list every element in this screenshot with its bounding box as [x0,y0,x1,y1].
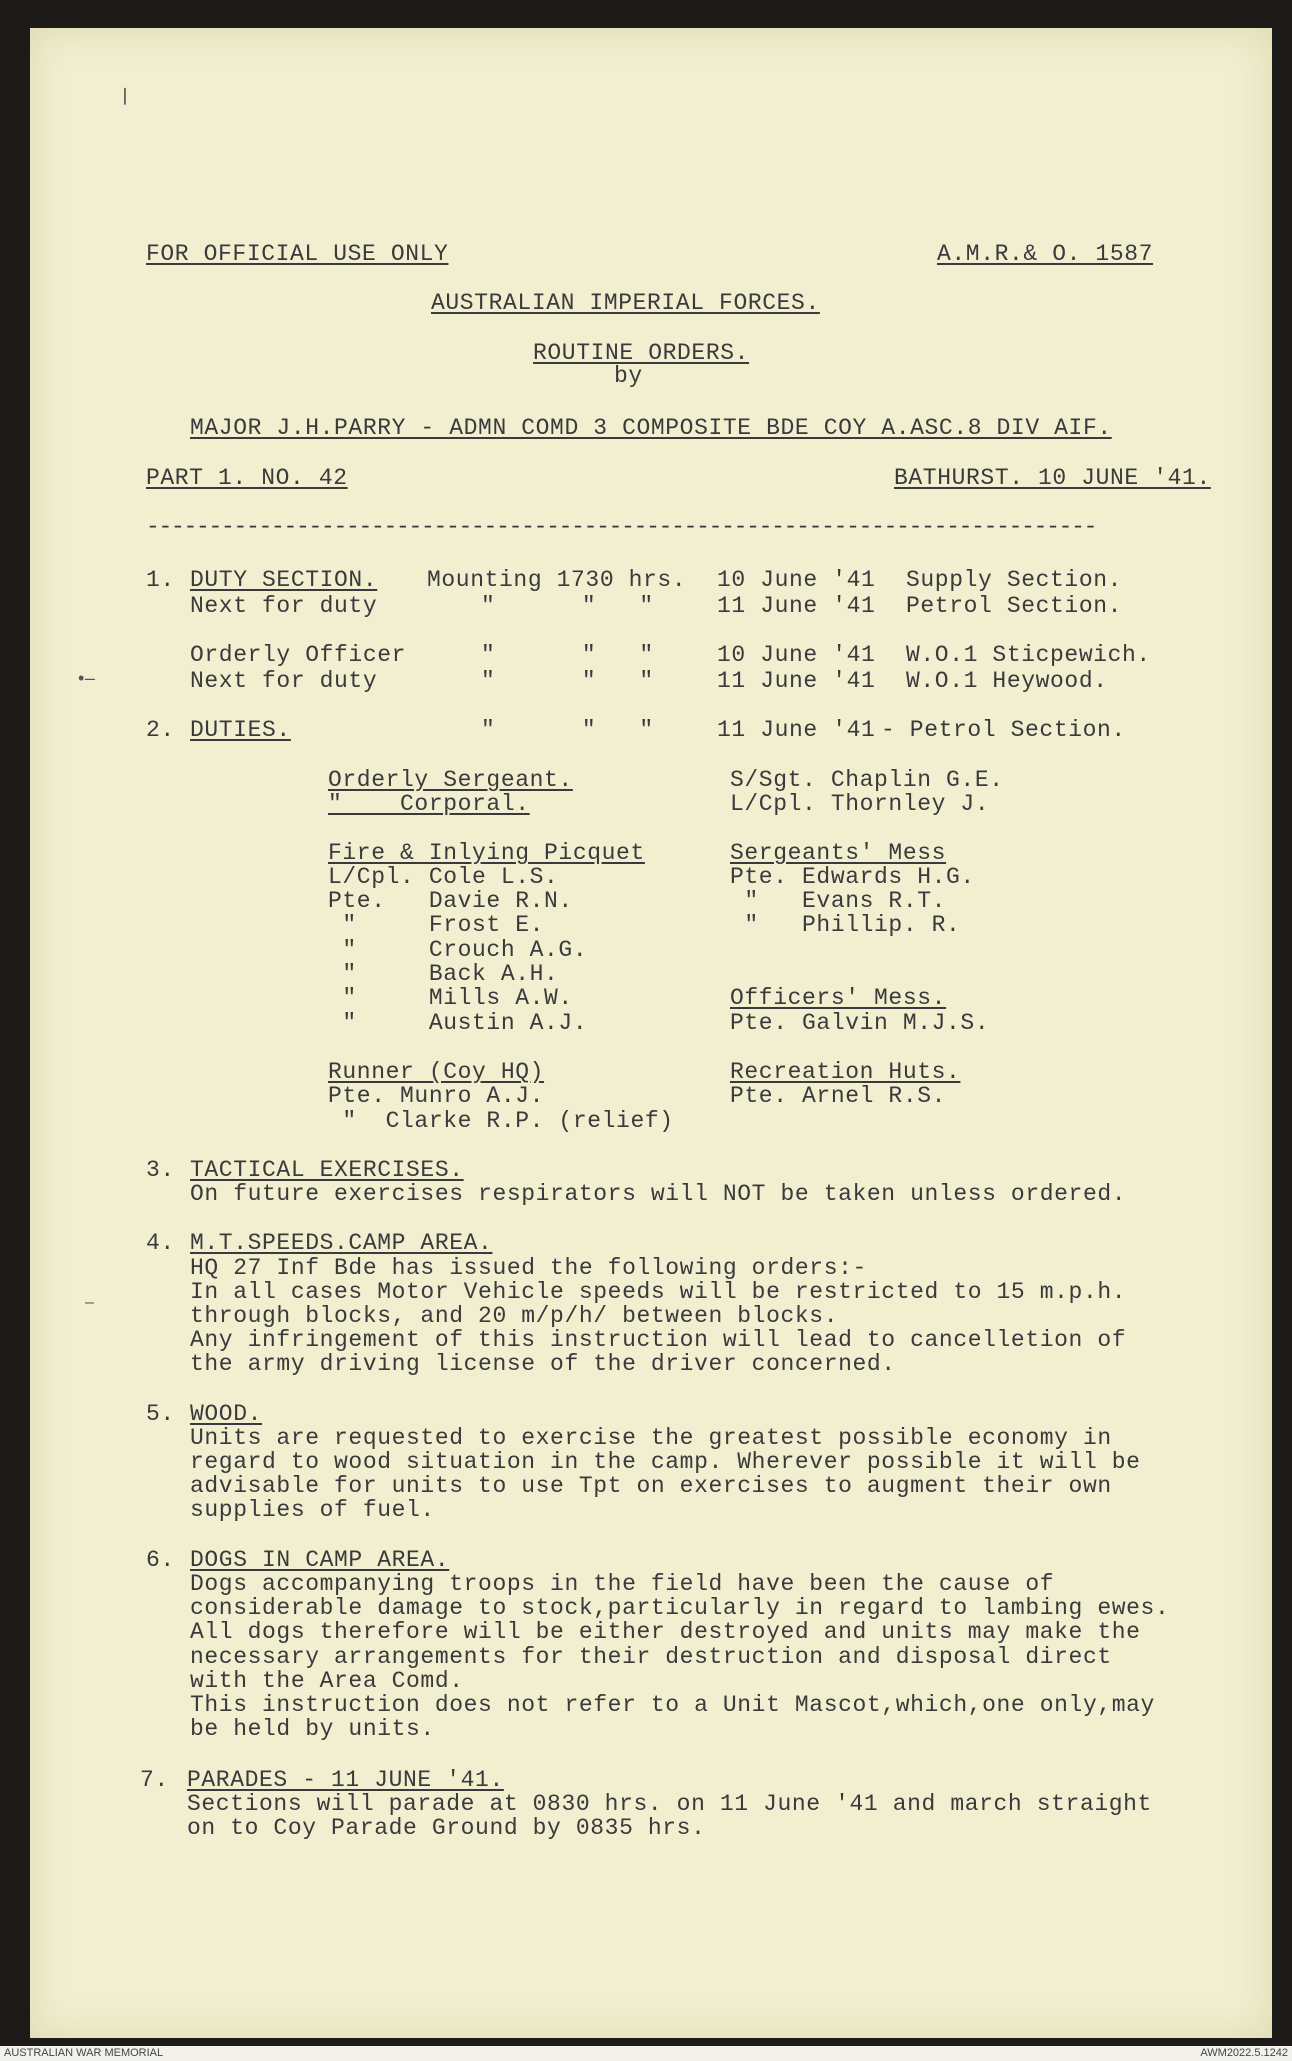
duty-row-2-section: Petrol Section. [906,593,1123,619]
section-5-line: Units are requested to exercise the greatest possible economy in [190,1425,1112,1451]
section-7-line: Sections will parade at 0830 hrs. on 11 June '41 and march straight [187,1791,1152,1817]
duty-row-1-mounting: Mounting 1730 hrs. [427,567,687,593]
section-4-number: 4. [146,1230,175,1256]
margin-mark: •– [78,668,96,688]
footer-credit: AUSTRALIAN WAR MEMORIAL [4,2047,164,2059]
section-4-line: the army driving license of the driver concerned. [190,1351,896,1377]
section-6-line: considerable damage to stock,particularly in regard to lambing ewes. [190,1595,1170,1621]
section-5-number: 5. [146,1401,175,1427]
orderly-corporal-name: L/Cpl. Thornley J. [730,791,990,817]
picquet-member: L/Cpl. Cole L.S. [328,864,559,890]
duty-row-2-date: 11 June '41 [717,593,876,619]
section-5-heading: WOOD. [190,1401,263,1427]
runner-heading: Runner (Coy HQ) [328,1059,545,1085]
by-line: by [614,363,643,389]
runner-member: Pte. Munro A.J. [328,1083,545,1109]
duties-ditto: " " " [481,717,654,743]
officers-mess-heading: Officers' Mess. [730,985,947,1011]
section-6-line: All dogs therefore will be either destroyed and units may make the [190,1619,1141,1645]
section-2-number: 2. [146,717,175,743]
section-6-number: 6. [146,1547,175,1573]
section-1-number: 1. [146,567,175,593]
routine-orders-text [30,28,1272,2038]
orderly-corporal-label: " Corporal. [328,791,530,817]
duties-date: 11 June '41 [717,717,876,743]
duty-row-3-officer: W.O.1 Sticpewich. [906,642,1151,668]
sergeants-mess-member: Pte. Edwards H.G. [730,864,975,890]
duty-row-1-section: Supply Section. [906,567,1123,593]
section-7-number: 7. [140,1767,169,1793]
section-5-line: regard to wood situation in the camp. Wherever possible it will be [190,1449,1141,1475]
section-2-heading: DUTIES. [190,717,291,743]
duty-row-2-label: Next for duty [190,593,378,619]
section-3-number: 3. [146,1157,175,1183]
section-6-heading: DOGS IN CAMP AREA. [190,1547,450,1573]
orderly-sergeant-label: Orderly Sergeant. [328,767,573,793]
section-4-line: through blocks, and 20 m/p/h/ between blocks. [190,1303,839,1329]
recreation-huts-member: Pte. Arnel R.S. [730,1083,947,1109]
sergeants-mess-heading: Sergeants' Mess [730,840,947,866]
section-6-line: be held by units. [190,1716,435,1742]
duty-row-1-date: 10 June '41 [717,567,876,593]
orderly-sergeant-name: S/Sgt. Chaplin G.E. [730,767,1004,793]
sergeants-mess-member: " Phillip. R. [730,912,961,938]
sergeants-mess-member: " Evans R.T. [730,888,947,914]
picquet-member: " Austin A.J. [328,1010,588,1036]
picquet-member: Pte. Davie R.N. [328,888,573,914]
part-number: PART 1. NO. 42 [146,465,348,491]
runner-relief: " Clarke R.P. (relief) [328,1108,674,1134]
section-6-line: This instruction does not refer to a Unit Mascot,which,one only,may [190,1692,1155,1718]
section-7-line: on to Coy Parade Ground by 0835 hrs. [187,1815,706,1841]
duty-row-4-date: 11 June '41 [717,668,876,694]
duties-section: - Petrol Section. [881,717,1126,743]
section-6-line: Dogs accompanying troops in the field have been the cause of [190,1571,1055,1597]
duty-row-4-officer: W.O.1 Heywood. [906,668,1108,694]
duty-row-4-label: Next for duty [190,668,378,694]
duty-row-3-label: Orderly Officer [190,642,407,668]
duty-row-3-ditto: " " " [481,642,654,668]
section-3-text: On future exercises respirators will NOT be taken unless ordered. [190,1181,1127,1207]
reference-number: A.M.R.& O. 1587 [937,241,1154,267]
duty-row-2-ditto: " " " [481,593,654,619]
document-title: ROUTINE ORDERS. [533,340,750,366]
section-6-line: with the Area Comd. [190,1668,464,1694]
section-4-heading: M.T.SPEEDS.CAMP AREA. [190,1230,493,1256]
section-5-line: supplies of fuel. [190,1497,435,1523]
place-and-date: BATHURST. 10 JUNE '41. [894,465,1211,491]
picquet-member: " Frost E. [328,912,545,938]
picquet-member: " Back A.H. [328,961,559,987]
section-3-heading: TACTICAL EXERCISES. [190,1157,464,1183]
picquet-heading: Fire & Inlying Picquet [328,840,645,866]
pencil-mark: / [118,83,132,110]
document-page [30,28,1272,2038]
separator-rule: ---------------------------------------------------------------------------- [146,514,1097,540]
recreation-huts-heading: Recreation Huts. [730,1059,961,1085]
issuing-officer: MAJOR J.H.PARRY - ADMN COMD 3 COMPOSITE BDE COY A.ASC.8 DIV AIF. [190,415,1112,441]
duty-row-4-ditto: " " " [481,668,654,694]
duty-row-3-date: 10 June '41 [717,642,876,668]
section-4-line: In all cases Motor Vehicle speeds will be restricted to 15 m.p.h. [190,1279,1127,1305]
footer-accession-number: AWM2022.5.1242 [1200,2047,1288,2059]
organisation-title: AUSTRALIAN IMPERIAL FORCES. [431,290,820,316]
margin-mark: – [85,1294,95,1311]
section-5-line: advisable for units to use Tpt on exercises to augment their own [190,1473,1112,1499]
section-4-line: HQ 27 Inf Bde has issued the following orders:- [190,1255,867,1281]
picquet-member: " Crouch A.G. [328,937,588,963]
section-6-line: necessary arrangements for their destruction and disposal direct [190,1644,1112,1670]
section-7-heading: PARADES - 11 JUNE '41. [187,1767,504,1793]
section-1-heading: DUTY SECTION. [190,567,378,593]
classification-marking: FOR OFFICIAL USE ONLY [146,241,449,267]
section-4-line: Any infringement of this instruction will lead to cancelletion of [190,1327,1127,1353]
officers-mess-member: Pte. Galvin M.J.S. [730,1010,990,1036]
picquet-member: " Mills A.W. [328,985,573,1011]
